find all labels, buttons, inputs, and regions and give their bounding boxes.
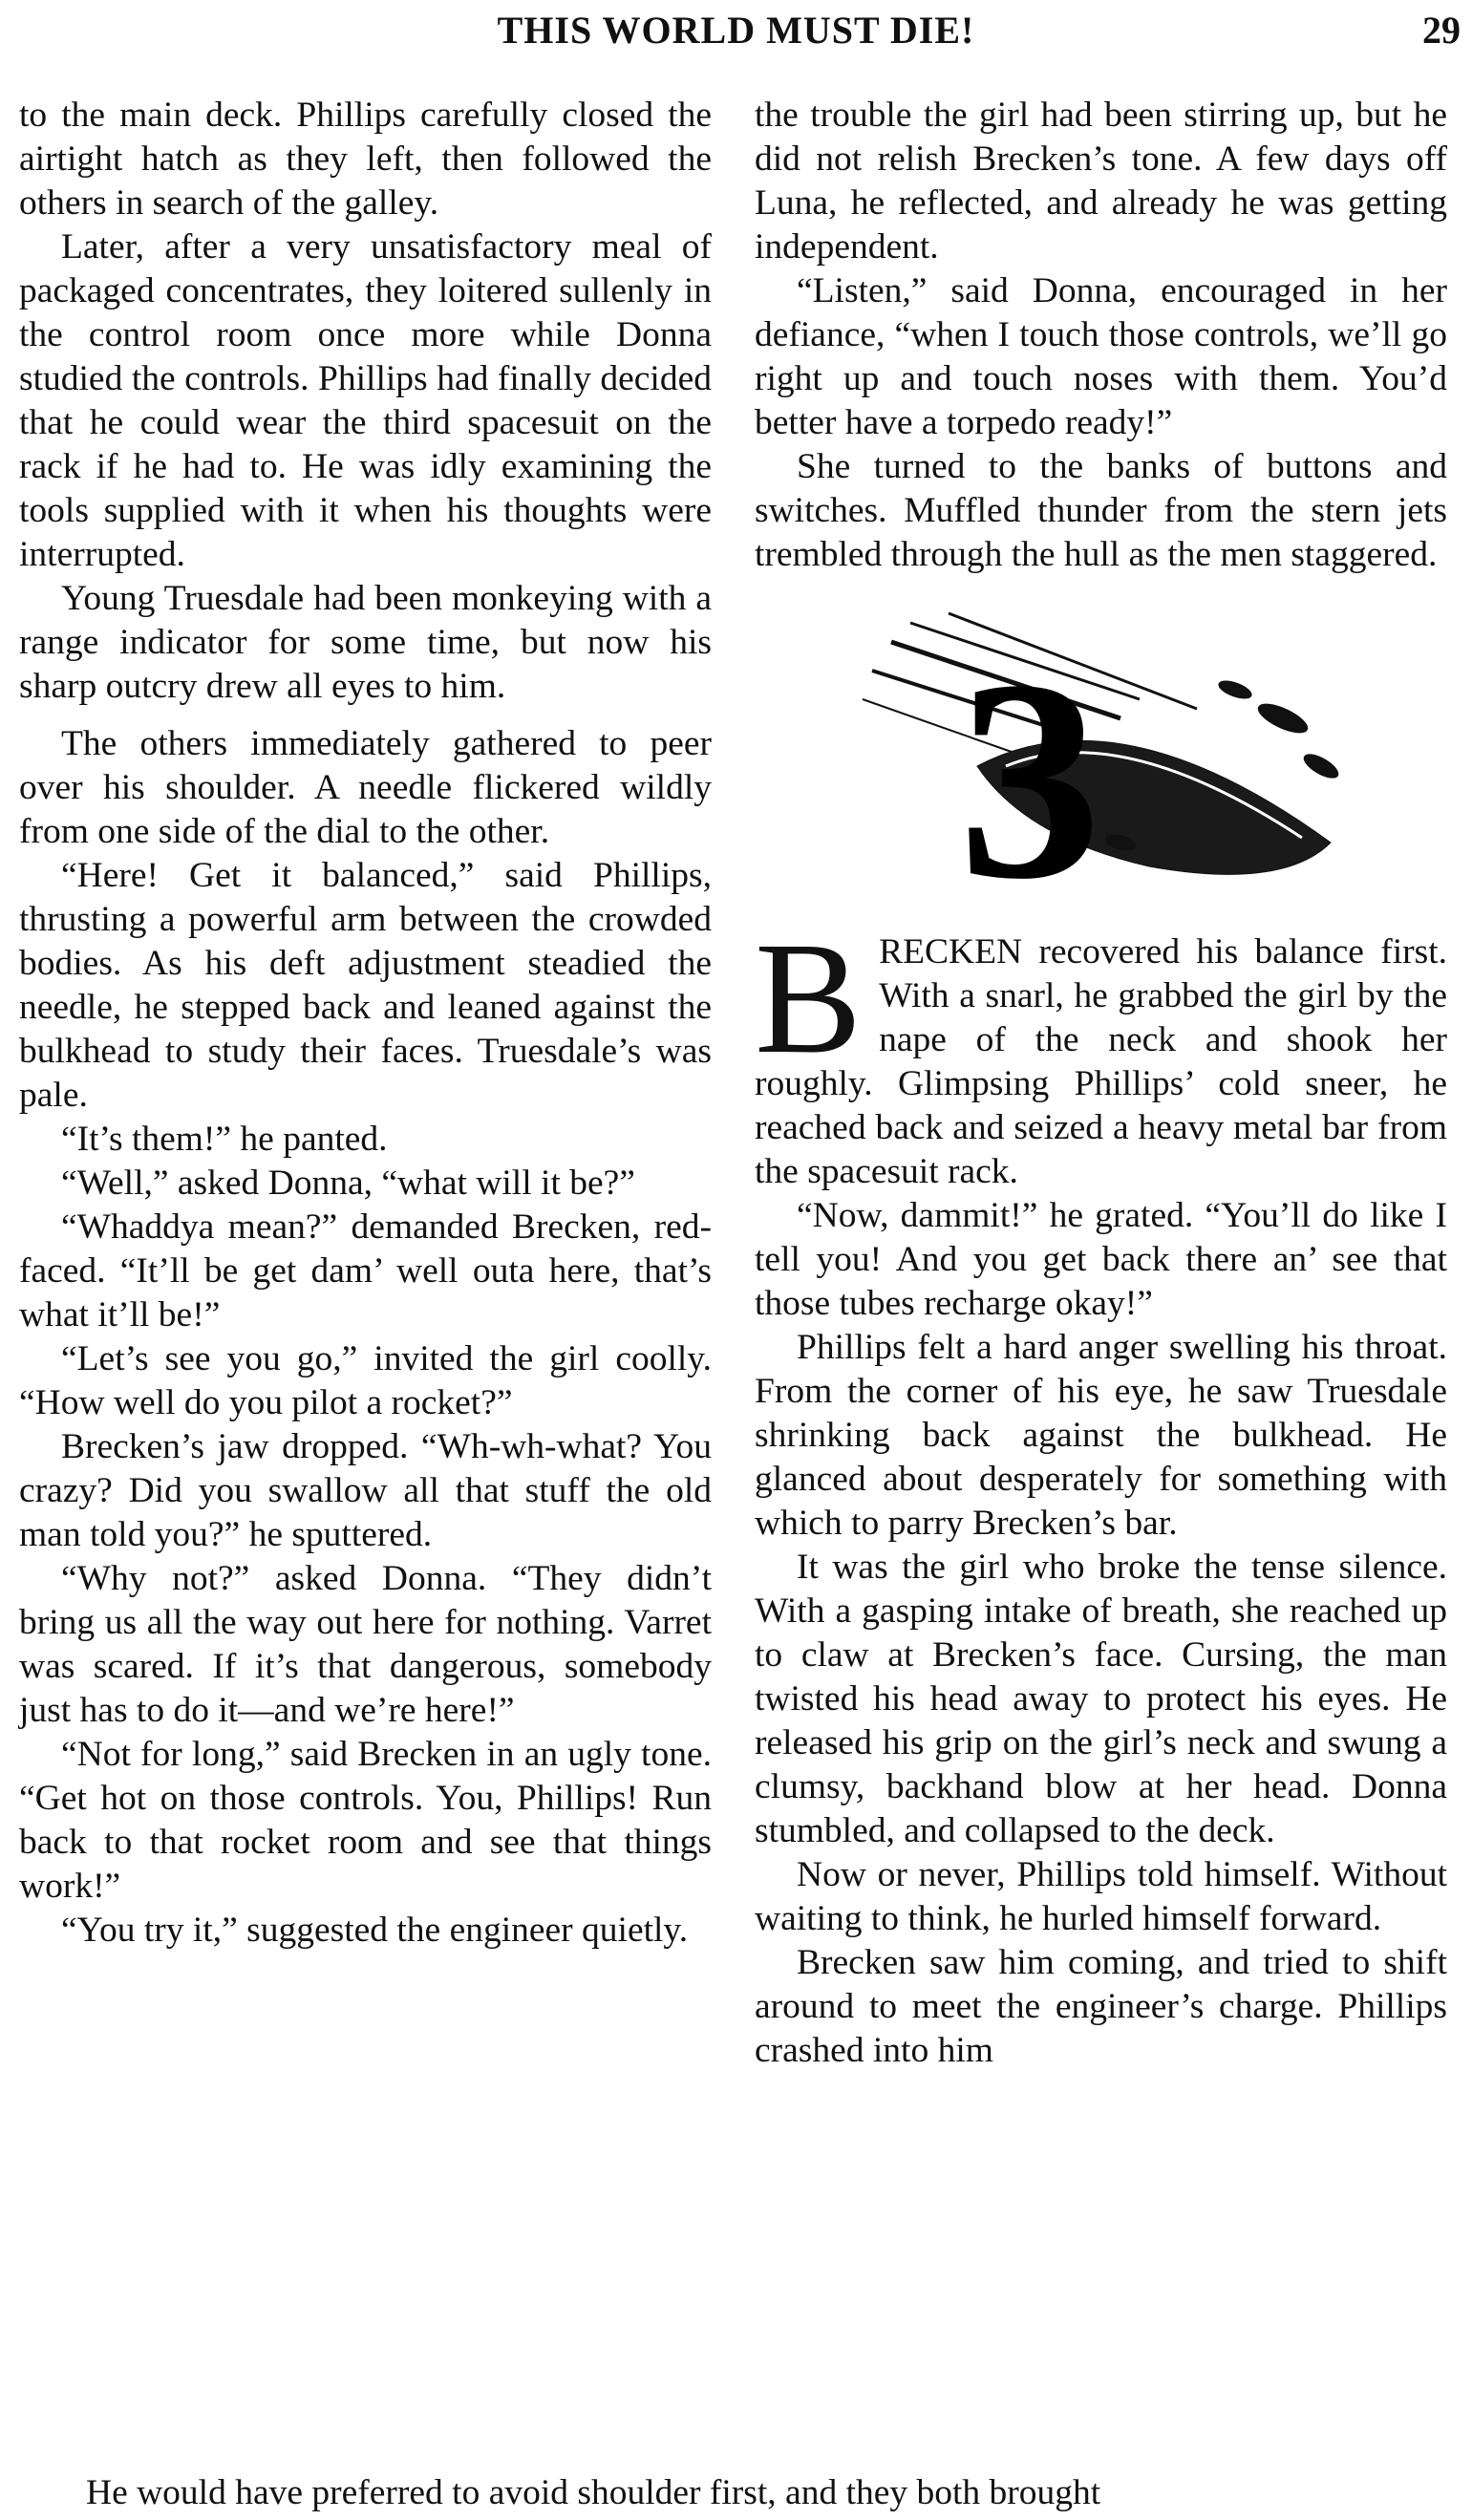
paragraph: to the main deck. Phillips carefully closed the airtight hatch as they left, then followed the others in search of the galley. bbox=[19, 96, 712, 223]
left-column bbox=[19, 94, 712, 2444]
bottom-line: He would have preferred to avoid shoulder first, and they both brought bbox=[86, 2473, 1101, 2512]
drop-cap: B bbox=[755, 909, 863, 1087]
chapter-opening-paragraph bbox=[755, 909, 1447, 1194]
paragraph: “Whaddya mean?” demanded Brecken, red-faced. “It’ll be get dam’ well outa here, that’s what it’ll be!” bbox=[19, 1207, 712, 1335]
paragraph: “Now, dammit!” he grated. “You’ll do like I tell you! And you get back there an’ see that those tubes recharge okay!” bbox=[755, 1196, 1447, 1323]
paragraph: “Well,” asked Donna, “what will it be?” bbox=[61, 1164, 635, 1203]
paragraph: Brecken’s jaw dropped. “Wh-wh-what? You crazy? Did you swallow all that stuff the old man told you?” he sputtered. bbox=[19, 1427, 712, 1554]
page-header bbox=[0, 0, 1472, 67]
chapter-number: 3 bbox=[957, 621, 1101, 909]
paragraph: Now or never, Phillips told himself. Without waiting to think, he hurled himself forward. bbox=[755, 1855, 1447, 1938]
paragraph: the trouble the girl had been stirring up, but he did not relish Brecken’s tone. A few days off Luna, he reflected, and already he was getting independent. bbox=[755, 96, 1447, 267]
paragraph: “Let’s see you go,” invited the girl coolly. “How well do you pilot a rocket?” bbox=[19, 1339, 712, 1422]
paragraph: “Not for long,” said Brecken in an ugly tone. “Get hot on those controls. You, Phillips! Run back to that rocket room and see that things work!” bbox=[19, 1735, 712, 1906]
page-number: 29 bbox=[1422, 9, 1461, 52]
running-title: THIS WORLD MUST DIE! bbox=[497, 9, 975, 52]
paragraph: “Listen,” said Donna, encouraged in her defiance, “when I touch those controls, we’ll go right up and touch noses with them. You’d better have a torpedo ready!” bbox=[755, 271, 1447, 442]
paragraph: It was the girl who broke the tense silence. With a gasping intake of breath, she reached up to claw at Brecken’s face. Cursing, the man twisted his head away to protect his eyes. He released his grip on the girl’s neck and swung a clumsy, backhand blow at her head. Donna stumbled, and collapsed to the deck. bbox=[755, 1548, 1447, 1850]
paragraph: “You try it,” suggested the engineer quietly. bbox=[61, 1911, 689, 1950]
paragraph: Phillips felt a hard anger swelling his throat. From the corner of his eye, he saw Truesdale shrinking back against the bulkhead. He glanced about desperately for something with which to parry Brecken’s bar. bbox=[755, 1328, 1447, 1543]
chapter-illustration bbox=[834, 604, 1369, 909]
right-column bbox=[755, 94, 1447, 2458]
paragraph: Later, after a very unsatisfactory meal of packaged concentrates, they loitered sullenly in the control room once more while Donna studied the controls. Phillips had finally decided that he could wear the third spacesuit on the rack if he had to. He was idly examining the tools supplied with it when his thoughts were interrupted. bbox=[19, 227, 712, 574]
drop-cap-text: RECKEN recovered his balance first. With a snarl, he grabbed the girl by the nape of the neck and shook her roughly. Glimpsing Phillips’ cold sneer, he reached back and seized a heavy metal bar from the spacesuit rack. bbox=[755, 932, 1447, 1191]
paragraph: “It’s them!” he panted. bbox=[61, 1120, 388, 1159]
rocket-illustration bbox=[863, 613, 1341, 874]
paragraph: “Why not?” asked Donna. “They didn’t bring us all the way out here for nothing. Varret was scared. If it’s that dangerous, somebody just has to do it—and we’re here!” bbox=[19, 1559, 712, 1730]
paragraph: Brecken saw him coming, and tried to shift around to meet the engineer’s charge. Phillips crashed into him bbox=[755, 1943, 1447, 2070]
paragraph: Young Truesdale had been monkeying with a range indicator for some time, but now his sharp outcry drew all eyes to him. bbox=[19, 579, 712, 706]
paragraph: She turned to the banks of buttons and switches. Muffled thunder from the stern jets trembled through the hull as the men staggered. bbox=[755, 447, 1447, 574]
paragraph: “Here! Get it balanced,” said Phillips, thrusting a powerful arm between the crowded bodies. As his deft adjustment steadied the needle, he stepped back and leaned against the bulkhead to study their faces. Truesdale’s was pale. bbox=[19, 856, 712, 1115]
paragraph: The others immediately gathered to peer over his shoulder. A needle flickered wildly from one side of the dial to the other. bbox=[19, 724, 712, 851]
